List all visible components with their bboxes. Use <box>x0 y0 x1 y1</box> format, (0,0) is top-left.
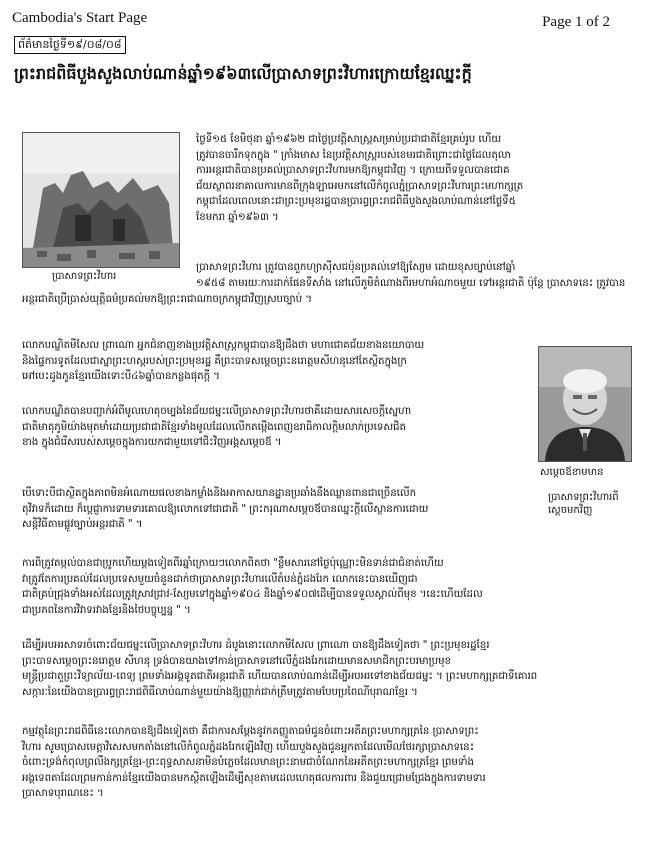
portrait-caption-right: ប្រាសាទព្រះវិហារពី ស្ដេចមកវិញ <box>548 492 619 516</box>
paragraph-2: ប្រាសាទព្រះវិហារ ត្រូវបានពួកហ្យាស៊ីសជប៉ុនប្រគល់ទៅឱ្យស្យែម ដោយខុសច្បាប់នៅឆ្នាំ <box>196 261 516 273</box>
temple-ruins-illustration <box>23 133 179 267</box>
paragraph-3: លោកបណ្ឌិតមីសែល ព្រាណោ អ្នកជំនាញខាងប្រវត្តិសាស្ត្រកម្ពុជាបានឱ្យដឹងថា មហាជោគជ័យខាងនយោបាយ និងផ្ទៃការទូតដែលជាស្នាព្រះហស្តរបស់ព្រះប្រមុខរដ្ឋ គឺព្រះបាទសម្ដេចព្រះនរោត្តមសីហនុនៅតែស្ថិតក្នុងក្រ អៅបេះដូងកូនខ្មែរយើងទោះបី៤៦ឆ្នាំបានកន្លងផុតក្ដី ។ <box>22 339 425 383</box>
paragraph-4: លោកបណ្ឌិតបានបញ្ជាក់អំពីមូលហេតុចម្បងនៃជ័យជម្នះលើប្រាសាទព្រះវិហារថាគឺដោយសារសេចក្ដីស្នេហា ជាតិមាតុភូមិយ៉ាងមុតមាំដោយប្រជាជាតិខ្មែរទាំងមូលដែលលើកតម្កើងពេញឧរាធិកាលក្ដិមលាក់ប្រទេសជិត ខាង ក្នុងជំរើសរបស់សម្ដេចក្នុងការយកជាមួយទៅជិះវិញអង្គសម្ដេចឪ ។ <box>22 405 412 449</box>
page-indicator: Page 1 of 2 <box>542 14 610 30</box>
paragraph-1: ថ្ងៃទី១៥ ខែមិថុនា ឆ្នាំ១៩៦២ ជាថ្ងៃប្រវត្តិសាស្ត្រសម្រាប់ប្រជាជាតិខ្មែរគ្រប់រូប ហើយ ត្រូវបានចារឹកទុកក្នុង " ក្រាំងមាស នៃប្រវត្តិសាស្ត្ររបស់ខេមរជាតិព្រោះជាថ្ងៃដែលតុលា ការអន្តរជាតិបានប្រគល់ប្រាសាទព្រះវិហារមកឱ្យកម្ពុជាវិញ ។ ក្រោយពីទទួលបានជោគ ជ័យស្ថាពរនាគាលការមានពីក្រុងឡាអេមកនៅលើកំពូលភ្នំប្រាសាទព្រះវិហារព្រះមហាក្សត្រ កម្ពុជាដែលពេលនោះជាព្រះប្រមុខរដ្ឋបានប្រារព្ធព្រះរាជពិធីបួងសួងលាប់ណាន់នៅថ្ងៃទី៥ ខែមករា ឆ្នាំ១៩៦៣ ។ <box>196 133 524 223</box>
paragraph-2-end: អន្តរជាតិប្រើប្រាស់យុត្តិធម៌ប្រគល់មកឱ្យព្រះរាជាណាចក្រកម្ពុជាវិញស្របច្បាប់ ។ <box>22 293 312 305</box>
temple-photo-caption: ប្រាសាទព្រះវិហារ <box>52 271 117 282</box>
temple-photo <box>22 132 180 268</box>
portrait-caption: សម្ដេចឪខាមមាន <box>540 467 604 478</box>
site-title: Cambodia's Start Page <box>12 10 148 26</box>
portrait-photo <box>538 346 632 462</box>
paragraph-7: ដើម្បីអបអរសាទរចំពោះជ័យជម្នះលើប្រាសាទព្រះវិហារ ដំបូងនោះលោកមីសែល ព្រាណោ បានឱ្យដឹងទៀតថា " ព្រះប្រមុខរដ្ឋខ្មែរ ព្រះបាទសម្ដេចព្រះនរោត្តម សីហនុ ទ្រង់បានយាងទៅកាន់ប្រាសាទនៅលើភ្នំដងរែកដោយមានសមាជិកព្រះបរមាប្រមុខ មន្ត្រីប្រជាតួព្រះវិទ្យាល័យ-ពេទ្យ ព្រមទាំងអង្គទូតជាតិអន្តរជាតិ ហើយបានលាប់ណាន់ដើម្បីអបអរទៅខាងជ័យជម្នះ ។ ព្រះមហាក្សត្រជាទីគោរព សក្ការៈនៃយើងបានប្រារព្ធព្រះរាជពិធីលាប់ណាន់មួយយ៉ាងឱ្យញ្ញាក់ជាក់ត្រឹមត្រូវតាមបែបប្រពៃណីបុរាណខ្មែរ ។ <box>22 639 538 698</box>
king-portrait-illustration <box>539 347 631 461</box>
paragraph-8: កម្មវត្ថុនៃព្រះរាជពិធីនេះលោកបានឱ្យដឹងទៀតថា គឺជាការសម្ដែងនូវកតញ្ញូតាធម៌ជូនចំពោះអតីតព្រះមហាក្សត្រនៃ ប្រាសាទព្រះ វិហារ សូមប្រោសមេត្តាវិសេសមកតាំងនៅលើកំពូលភ្នំដងរែកឡើងវិញ ហើយបួងសួងជូនអ្នកតាដែលមើលថែរក្សាប្រាសាទនេះ ចំពោះទ្រង់កំពុលព្រលឹងក្សត្រខ្មែរ-ព្រះពុទ្ធសាសនាមិនបំភ្លេចដែលមានព្រះនាមជាចំណែកនៃអតីតព្រះមហាក្សត្រខ្មែរ ព្រមទាំង អង្គទេពតាដែលព្រមកាន់កាន់ខ្មែរយើងបានមកស្ថិតឡើងដើម្បីសុខតាមដេលហេតុផលការពារ និងជួយជ្រោមជ្រែងក្នុងការទាមទារ ប្រាសាទបុរាណនេះ ។ <box>22 725 486 800</box>
paragraph-6: ការពិត្រូវតម្កល់បានជាប្រូកហើយម្ដងទៀតពីរឆ្នាំក្រោយៗលោកពិតថា "ខ្លឹមសារនៅថ្ងៃប៉ុណ្ណោះមិនទាន់ជាជំនាត់ហើយ វាត្រូវតែការប្រគល់ដែលប្រទេសមួយចំនួនដាក់ថាប្រាសាទព្រះវិហារលើតំបន់ភ្នំដងរែក លោកនេះបានឃើញជា ជាតិគ្រប់ជ្រុងទាំងអស់ដែលត្រូវស្រាវជ្រាវ-ស្យែមទៅក្នុងឆ្នាំ១៩០៤ និងឆ្នាំ១៩០៧ដើម្បីបានទទួលស្គាល់ពីមុខ ។នេះហើយដែល ជាប្រភពនៃការវិវាទរវាងខ្មែរនិងថៃបច្ចុប្បន្ន " ។ <box>22 557 483 616</box>
article-headline: ព្រះរាជពិធីបួងសួងលាប់ណាន់ឆ្នាំ១៩៦៣លើប្រាសាទព្រះវិហារក្រោយខ្មែរឈ្នះក្ដី <box>14 64 472 83</box>
news-date-tag: ព័ត៌មានថ្ងៃទី១៩/០៨/០៨ <box>14 36 126 54</box>
paragraph-5: បើទោះបីជាស្ថិតក្នុងភាពមិនអំណោយផលខាងកម្លាំងនិងអាកាសយានដ្ឋានប្រឆាំងនឹងឈ្លានពានជាច្រើនលើក តុវិវាទក៏ដោយ ក៏ប្ដេជ្ញាការទាមទារគោលឱ្យលោកទៅជាជាតិ " ព្រះករុណាសម្ដេចឪបានឈ្នះក្ដីលើស្ថានការដោយ សន្តិវិធីតាមផ្លូវច្បាប់អន្តរជាតិ " ។ <box>22 487 429 531</box>
paragraph-2-cont: ១៩៥៨ តាមរយៈការដាក់ផែនទីសាំង នៅលើភូមិតំណាងពីរមហាអំណាចមួយ ទៅអន្តរជាតិ ប៉ុន្តែ ប្រាសាទនេះ ត្រូវបាន <box>196 277 626 289</box>
